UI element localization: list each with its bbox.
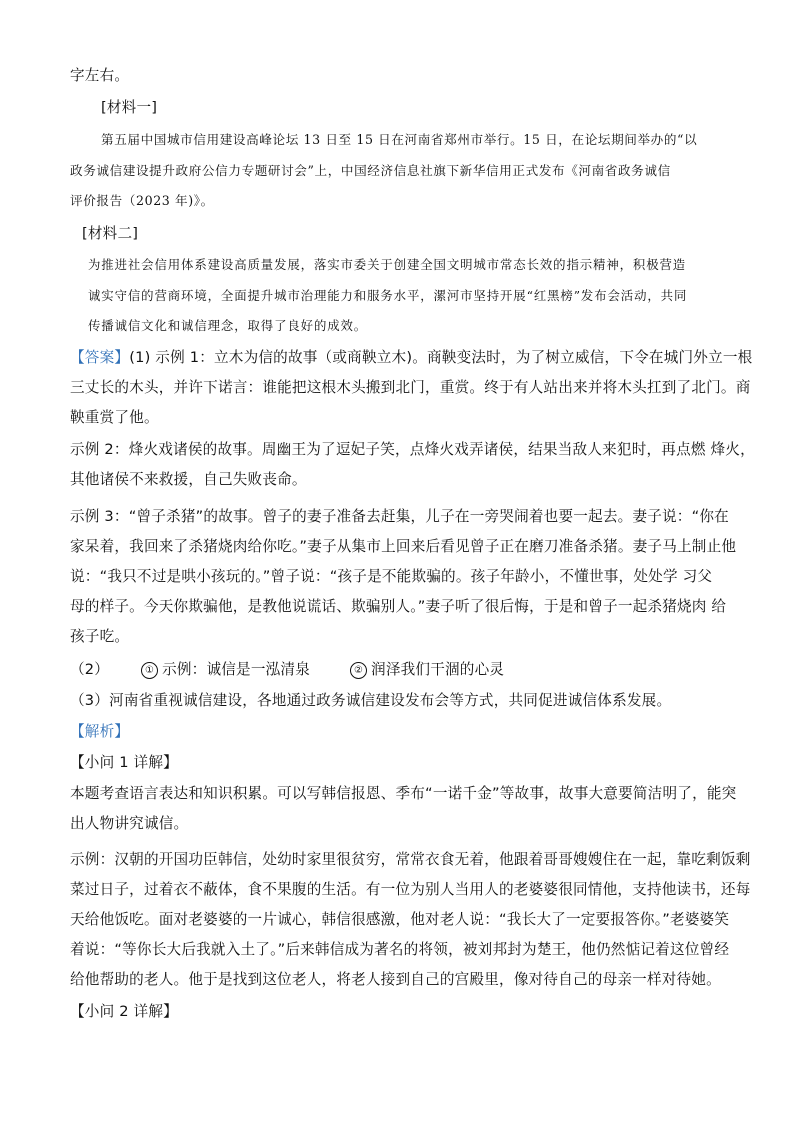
example-3-line: 说：“我只不过是哄小孩玩的。”曾子说：“孩子是不能欺骗的。孩子年龄小，不懂世事，处处学 习父 — [70, 568, 713, 585]
question-2-answer-2: 润泽我们干涸的心灵 — [371, 661, 505, 678]
han-xin-line: 菜过日子，过着衣不蔽体，食不果腹的生活。有一位为别人当用人的老婆婆很同情他，支持他读书，还每 — [70, 881, 751, 898]
answer-text: (1) 示例 1：立木为信的故事（或商鞅立木)。商鞅变法时，为了树立威信，下令在城门外立一根 — [129, 349, 753, 366]
example-2-line: 示例 2：烽火戏诸侯的故事。周幽王为了逗妃子笑，点烽火戏弄诸侯，结果当敌人来犯时，再点燃 烽火， — [70, 441, 755, 458]
answer-line — [70, 348, 752, 368]
han-xin-line: 天给他饭吃。面对老婆婆的一片诚心，韩信很感激，他对老人说：“我长大了一定要报答你。”老婆婆笑 — [70, 911, 730, 928]
answer-line: 鞅重赏了他。 — [70, 409, 159, 426]
material-2-line: 传播诚信文化和诚信理念，取得了良好的成效。 — [88, 318, 368, 333]
material-2-line: 为推进社会信用体系建设高质量发展，落实市委关于创建全国文明城市常态长效的指示精神，积极营造 — [88, 257, 687, 272]
han-xin-line: 示例：汉朝的开国功臣韩信，处幼时家里很贫穷，常常衣食无着，他跟着哥哥嫂嫂住在一起，靠吃剩饭剩 — [70, 851, 751, 868]
han-xin-line: 给他帮助的老人。他于是找到这位老人，将老人接到自己的宫殿里，像对待自己的母亲一样对待她。 — [70, 971, 721, 988]
example-2-line: 其他诸侯不来救援，自己失败丧命。 — [70, 471, 307, 488]
circled-number-2: ② — [350, 662, 367, 679]
material-2-title: [材料二] — [82, 225, 139, 242]
answer-line: 三丈长的木头，并许下诺言：谁能把这根木头搬到北门，重赏。终于有人站出来并将木头扛到了北门。商 — [70, 379, 751, 396]
analysis-tag: 【解析】 — [70, 723, 130, 740]
example-3-line: 孩子吃。 — [70, 628, 130, 645]
material-1-title: [材料一] — [101, 99, 158, 116]
sub-question-2-heading: 【小问 2 详解】 — [70, 1003, 178, 1020]
text-line: 字左右。 — [70, 67, 130, 84]
question-2-answer — [70, 660, 504, 680]
sub-question-1-heading: 【小问 1 详解】 — [70, 754, 178, 771]
question-2-number: （2） — [70, 661, 110, 678]
circled-number-1: ① — [141, 662, 158, 679]
question-3-answer: （3）河南省重视诚信建设，各地通过政务诚信建设发布会等方式，共同促进诚信体系发展。 — [70, 692, 672, 709]
material-1-line: 第五届中国城市信用建设高峰论坛 13 日至 15 日在河南省郑州市举行。15 日，在论坛期间举办的“以 — [101, 132, 698, 147]
answer-tag: 【答案】 — [70, 349, 130, 366]
example-3-line: 母的样子。今天你欺骗他，是教他说谎话、欺骗别人。”妻子听了很后悔，于是和曾子一起杀猪烧肉 给 — [70, 598, 727, 615]
material-1-line: 政务诚信建设提升政府公信力专题研讨会”上，中国经济信息社旗下新华信用正式发布《河南省政务诚信 — [70, 163, 671, 178]
example-3-line: 示例 3：“曾子杀猪”的故事。曾子的妻子准备去赶集，儿子在一旁哭闹着也要一起去。妻子说：“你在 — [70, 508, 729, 525]
material-2-line: 诚实守信的营商环境，全面提升城市治理能力和服务水平，漯河市坚持开展“红黑榜”发布会活动，共同 — [88, 288, 688, 303]
analysis-line: 本题考查语言表达和知识积累。可以写韩信报恩、季布“一诺千金”等故事，故事大意要简洁明了，能突 — [70, 785, 737, 802]
example-3-line: 家呆着，我回来了杀猪烧肉给你吃。”妻子从集市上回来后看见曾子正在磨刀准备杀猪。妻子马上制止他 — [70, 538, 737, 555]
han-xin-line: 着说：“等你长大后我就入土了。”后来韩信成为著名的将领，被刘邦封为楚王，他仍然惦记着这位曾经 — [70, 941, 730, 958]
analysis-line: 出人物讲究诚信。 — [70, 815, 189, 832]
question-2-answer-1: 示例：诚信是一泓清泉 — [162, 661, 311, 678]
material-1-line: 评价报告（2023 年)》。 — [70, 193, 214, 208]
